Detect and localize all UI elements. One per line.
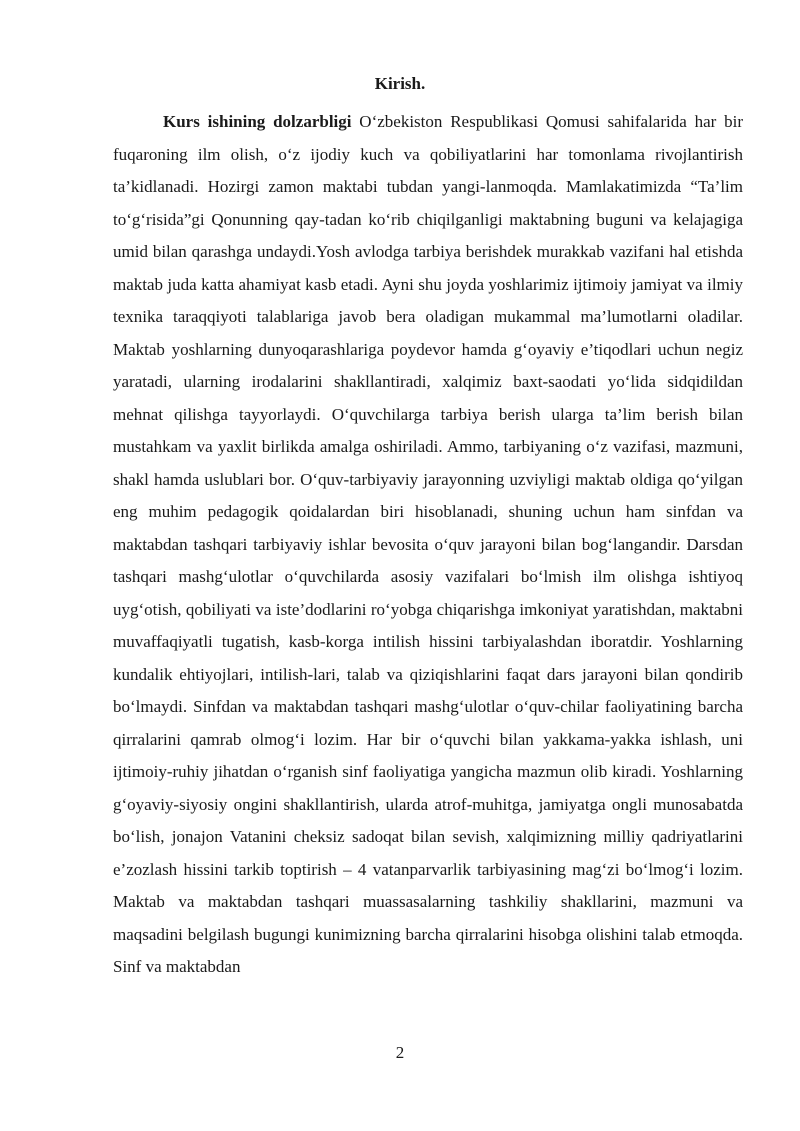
page-number: 2 <box>395 1043 405 1062</box>
lead-bold-phrase: Kurs ishining dolzarbligi <box>163 112 352 131</box>
page-title: Kirish. <box>374 74 426 93</box>
paragraph-text: O‘zbekiston Respublikasi Qomusi sahifalarida har bir fuqaroning ilm olish, o‘z ijodiy kuch va qobiliyatlarini har tomonlama rivojlantirish ta’kidlanadi. Hozirgi zamon maktabi tubdan yangi-lanmoqda. Mamlakatimizda “Ta’lim to‘g‘risida”gi Qonunning qay-tadan ko‘rib chiqilganligi maktabning buguni va kelajagiga umid bilan qarashga undaydi.Yosh avlodga tarbiya berishdek murakkab vazifani hal etishda maktab juda katta ahamiyat kasb etadi. Ayni shu joyda yoshlarimiz ijtimoiy jamiyat va ilmiy texnika taraqqiyoti talablariga javob bera oladigan mukammal ma’lumotlarni oladilar. Maktab yoshlarning dunyoqarashlariga poydevor hamda g‘oyaviy e’tiqodlari uchun negiz yaratadi, ularning irodalarini shakllantiradi, xalqimiz baxt-saodati yo‘lida sidqidildan mehnat qilishga tayyorlaydi. O‘quvchilarga tarbiya berish ularga ta’lim berish bilan mustahkam va yaxlit birlikda amalga oshiriladi. Ammo, tarbiyaning o‘z vazifasi, mazmuni, shakl hamda uslublari bor. O‘quv-tarbiyaviy jarayonning uzviyligi maktab oldiga qo‘yilgan eng muhim pedagogik qoidalardan biri hisoblanadi, shuning uchun ham sinfdan va maktabdan tashqari tarbiyaviy ishlar bevosita o‘quv jarayoni bilan bog‘langandir. Darsdan tashqari mashg‘ulotlar o‘quvchilarda asosiy vazifalari bo‘lmish ilm olishga ishtiyoq uyg‘otish, qobiliyati va iste’dodlarini ro‘yobga chiqarishga imkoniyat yaratishdan, maktabni muvaffaqiyatli tugatish, kasb-korga intilish hissini tarbiyalashdan iboratdir. Yoshlarning kundalik ehtiyojlari, intilish-lari, talab va qiziqishlarini faqat dars jarayoni bilan qondirib bo‘lmaydi. Sinfdan va maktabdan tashqari mashg‘ulotlar o‘quv-chilar faoliyatining barcha qirralarini qamrab olmog‘i lozim. Har bir o‘quvchi bilan yakkama-yakka ishlash, uni ijtimoiy-ruhiy jihatdan o‘rganish sinf faoliyatiga yangicha mazmun olib kiradi. Yoshlarning g‘oyaviy-siyosiy ongini shakllantirish, ularda atrof-muhitga, jamiyatga ongli munosabatda bo‘lish, jonajon Vatanini cheksiz sadoqat bilan sevish, xalqimizning milliy qadriyatlarini e’zozlash hissini tarkib toptirish – 4 vatanparvarlik tarbiyasining mag‘zi bo‘lmog‘i lozim. Maktab va maktabdan tashqari muassasalarning tashkiliy shakllarini, mazmuni va maqsadini belgilash bugungi kunimizning barcha qirralarini hisobga olishini talab etmoqda. Sinf va maktabdan <box>113 112 743 976</box>
body-paragraph <box>113 106 743 984</box>
